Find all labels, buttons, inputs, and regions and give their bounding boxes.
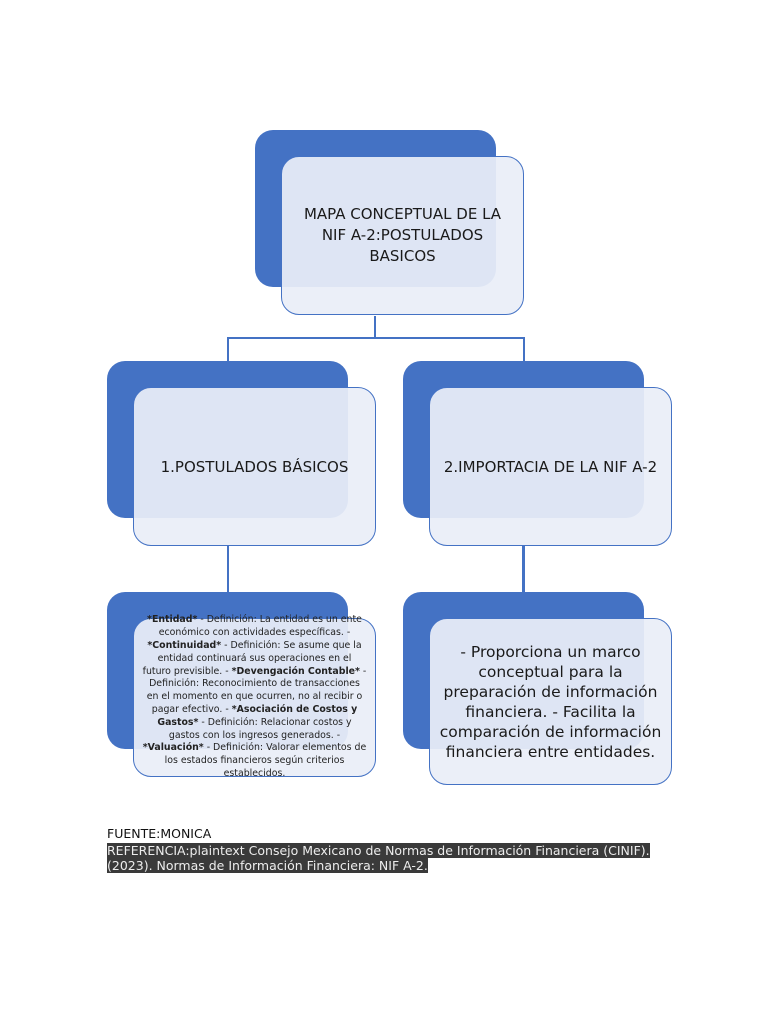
left-detail-node — [133, 614, 376, 779]
connector-left-down — [227, 337, 229, 361]
right-detail-node — [429, 618, 672, 785]
def-valuacion: - Definición: Valorar elementos de los estados financieros según criterios establecidos. — [164, 742, 367, 779]
importancia-description: - Proporciona un marco conceptual para la preparación de información financiera. - Facilita la comparación de información financiera entre entidades. — [439, 642, 662, 761]
def-entidad: - Definición: La entidad es un ente económico con actividades específicas. - — [158, 614, 362, 639]
root-node-label: MAPA CONCEPTUAL DE LA NIF A-2:POSTULADOS BASICOS — [303, 205, 502, 265]
term-entidad: *Entidad* — [147, 614, 198, 626]
term-asociacion: *Asociación de Costos y Gastos* — [157, 703, 358, 728]
source-line: FUENTE:MONICA — [107, 826, 212, 841]
left-branch-node — [133, 387, 376, 546]
def-devengacion: - Definición: Reconocimiento de transacciones en el momento en que ocurren, no al recibir o pagar efectivo. - — [146, 665, 367, 715]
connector-left-lower — [227, 546, 229, 592]
def-asociacion: - Definición: Relacionar costos y gastos con los ingresos generados. - — [168, 716, 352, 741]
right-branch-node — [429, 387, 672, 546]
root-node — [281, 156, 524, 315]
connector-horizontal — [227, 337, 524, 339]
connector-right-down — [523, 337, 525, 361]
left-branch-label: 1.POSTULADOS BÁSICOS — [160, 457, 349, 476]
def-continuidad: - Definición: Se asume que la entidad continuará sus operaciones en el futuro previsible. - — [142, 639, 362, 677]
connector-root-down — [374, 316, 376, 338]
term-devengacion: *Devengación Contable* — [231, 665, 360, 677]
term-valuacion: *Valuación* — [142, 742, 204, 754]
reference-text: REFERENCIA:plaintext Consejo Mexicano de Normas de Información Financiera (CINIF). (2023). Normas de Información Financiera: NIF A-2. — [107, 843, 650, 873]
postulados-description — [134, 614, 375, 780]
connector-right-lower — [522, 546, 525, 592]
reference-line — [107, 843, 667, 873]
term-continuidad: *Continuidad* — [147, 639, 222, 651]
right-branch-label: 2.IMPORTACIA DE LA NIF A-2 — [443, 457, 658, 476]
